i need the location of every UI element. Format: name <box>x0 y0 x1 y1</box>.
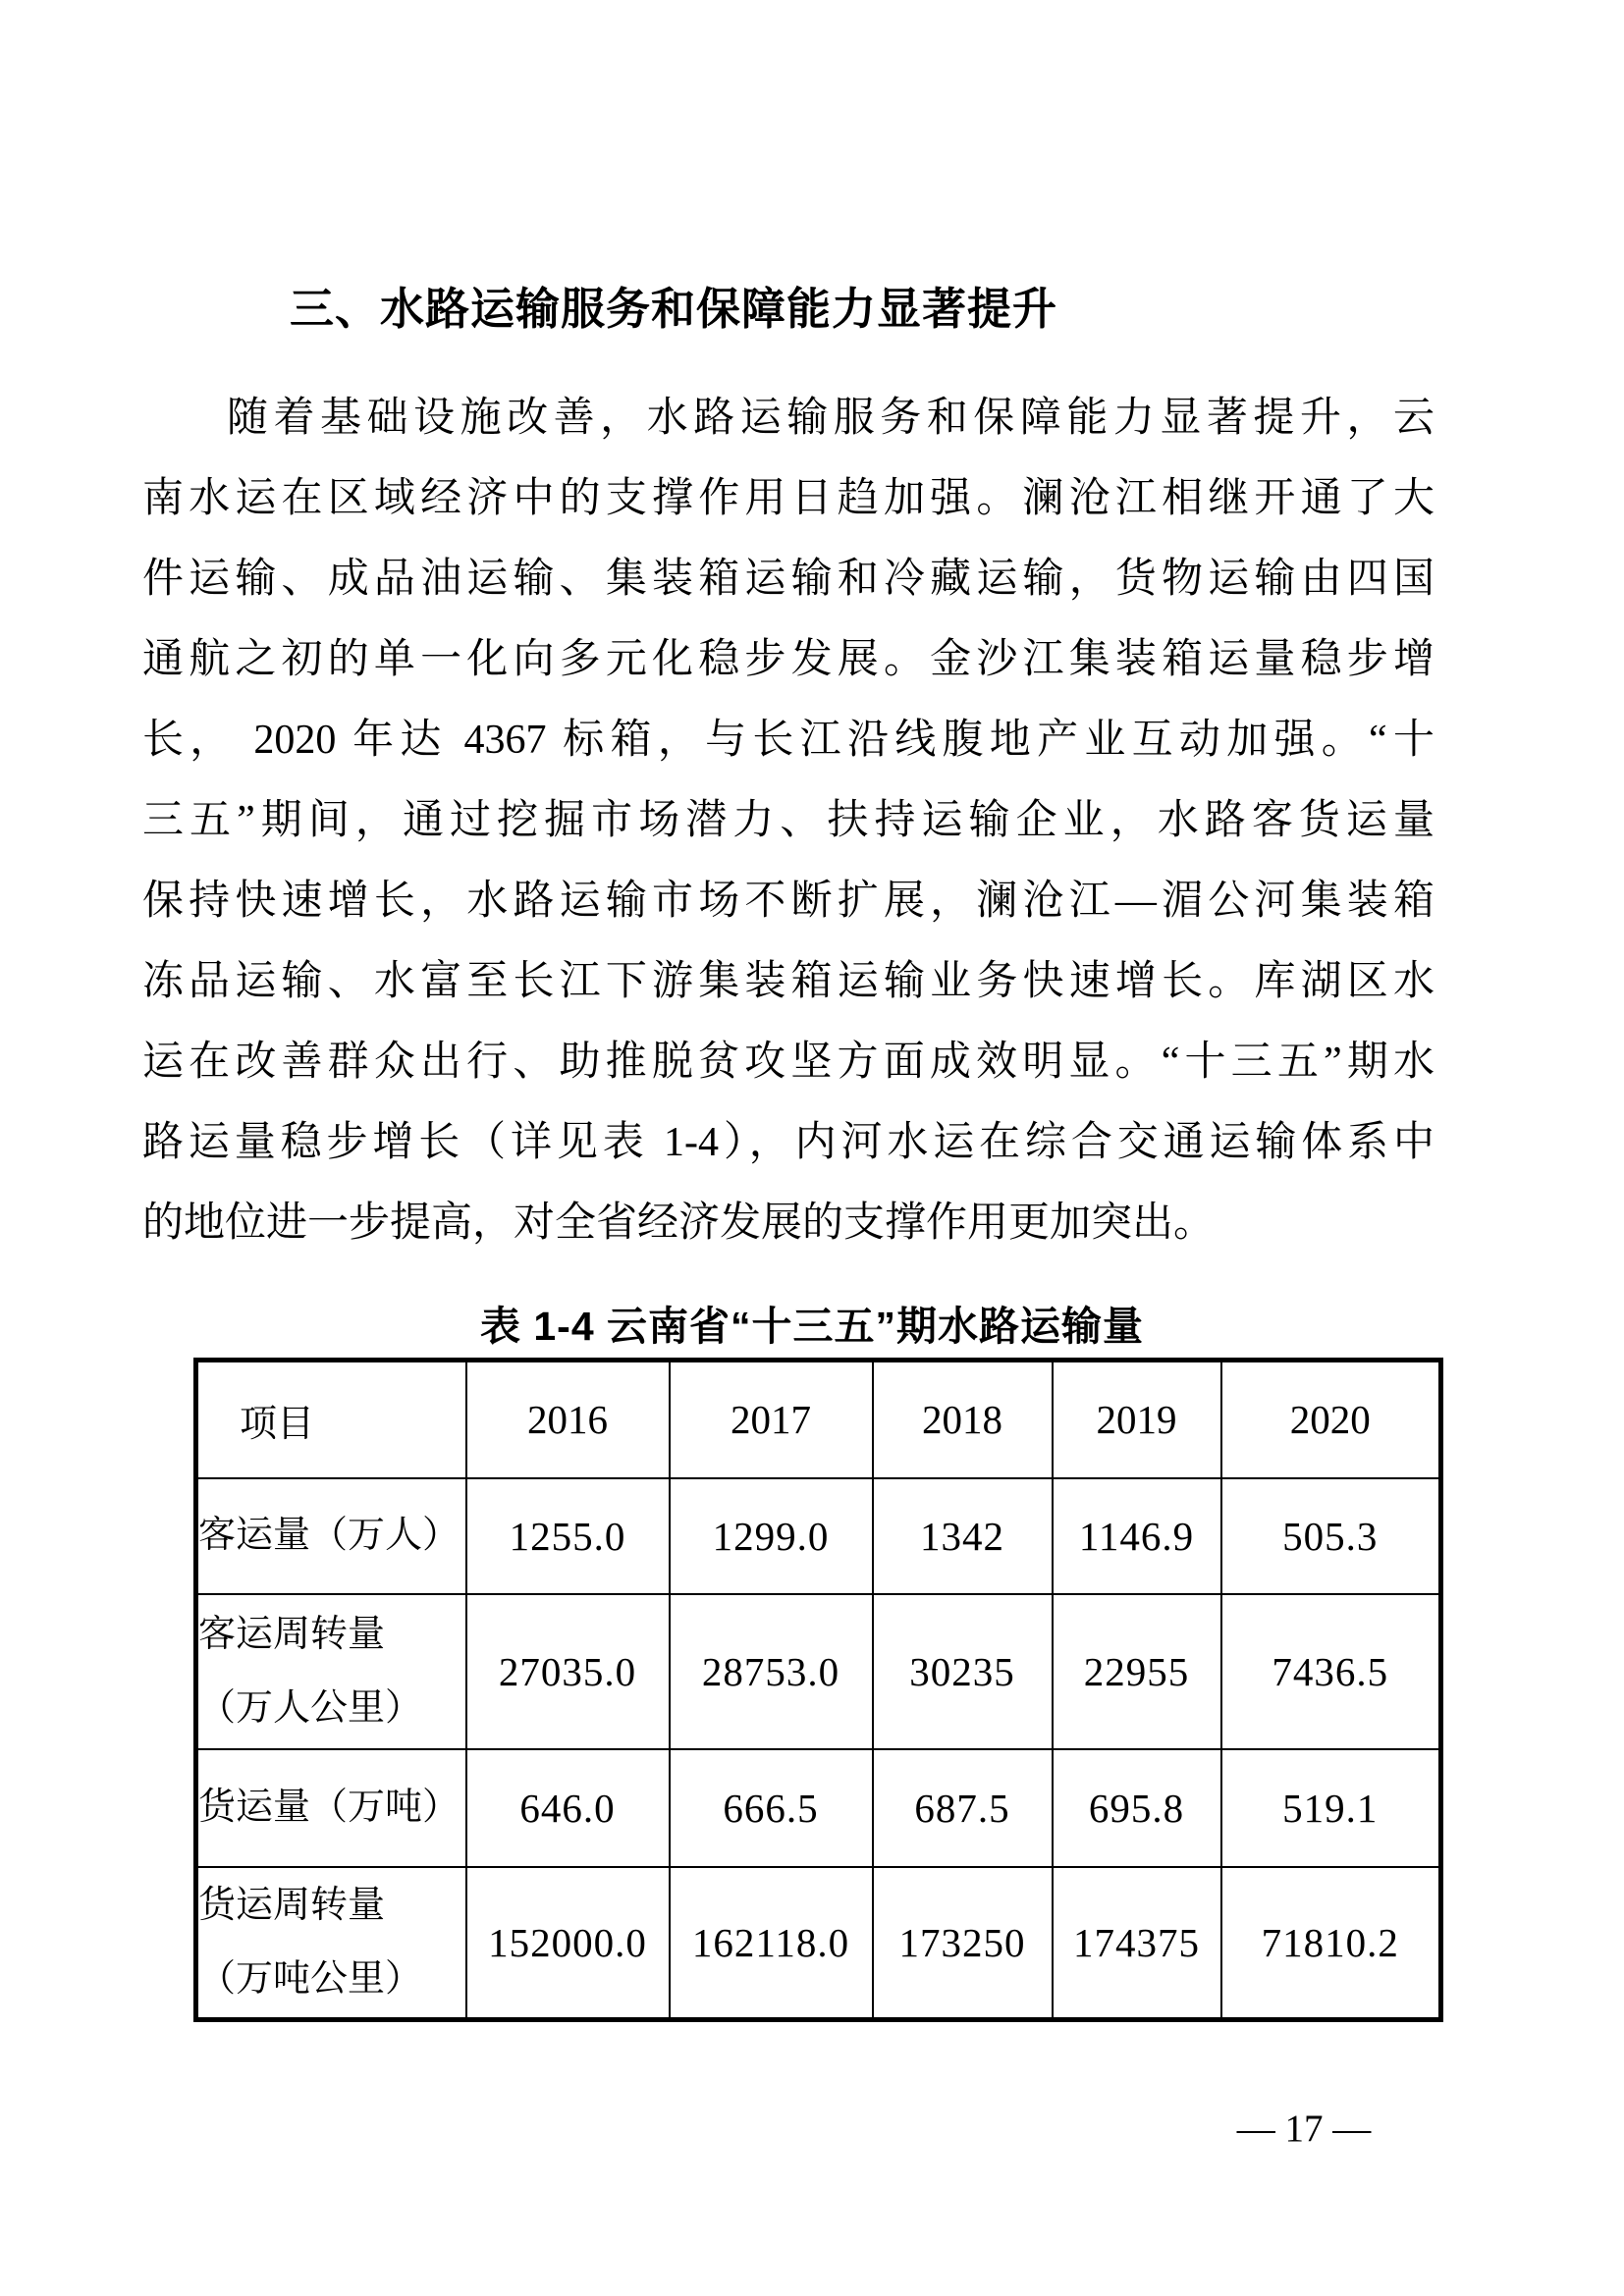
table-value: 1255.0 <box>466 1478 670 1594</box>
row-label <box>196 1594 466 1749</box>
paragraph-line: 冻品运输、水富至长江下游集装箱运输业务快速增长。库湖区水 <box>142 959 1435 1004</box>
row-label <box>196 1749 466 1867</box>
table-value: 173250 <box>873 1867 1053 2020</box>
paragraph-line: 路运量稳步增长（详见表 1-4），内河水运在综合交通运输体系中 <box>142 1120 1435 1165</box>
paragraph-line: 长， 2020 年达 4367 标箱，与长江沿线腹地产业互动加强。“十 <box>142 718 1435 763</box>
table-value: 646.0 <box>466 1749 670 1867</box>
table-title: 表 1-4 云南省“十三五”期水路运输量 <box>479 1304 1145 1349</box>
paragraph-line: 运在改善群众出行、助推脱贫攻坚方面成效明显。“十三五”期水 <box>142 1040 1435 1085</box>
table-value: 27035.0 <box>466 1594 670 1749</box>
table-value: 71810.2 <box>1221 1867 1441 2020</box>
table-value: 28753.0 <box>670 1594 873 1749</box>
paragraph-line: 随着基础设施改善，水路运输服务和保障能力显著提升，云 <box>227 396 1435 441</box>
table-value: 687.5 <box>873 1749 1053 1867</box>
column-header-year: 2016 <box>466 1361 670 1478</box>
row-label-line: 货运量（万吨） <box>198 1787 460 1828</box>
column-header-year: 2018 <box>873 1361 1053 1478</box>
table-value: 174375 <box>1053 1867 1221 2020</box>
table-value: 30235 <box>873 1594 1053 1749</box>
table-value: 152000.0 <box>466 1867 670 2020</box>
row-label-line: （万吨公里） <box>198 1957 423 2000</box>
table-body <box>196 1478 1441 2020</box>
section-heading: 三、水路运输服务和保障能力显著提升 <box>290 284 1058 334</box>
row-label <box>196 1867 466 2020</box>
row-label-line: （万人公里） <box>198 1686 423 1729</box>
column-header-year: 2020 <box>1221 1361 1441 1478</box>
table-value: 519.1 <box>1221 1749 1441 1867</box>
table-value: 1146.9 <box>1053 1478 1221 1594</box>
column-header-year: 2019 <box>1053 1361 1221 1478</box>
paragraph-line: 件运输、成品油运输、集装箱运输和冷藏运输，货物运输由四国 <box>142 557 1435 602</box>
table-row <box>196 1867 1441 2020</box>
paragraph-line: 的地位进一步提高，对全省经济发展的支撑作用更加突出。 <box>142 1201 1216 1246</box>
row-label <box>196 1478 466 1594</box>
table-value: 22955 <box>1053 1594 1221 1749</box>
transport-volume-table <box>193 1358 1443 2022</box>
table-value: 162118.0 <box>670 1867 873 2020</box>
paragraph-line: 三五”期间，通过挖掘市场潜力、扶持运输企业，水路客货运量 <box>142 798 1435 843</box>
table-value: 505.3 <box>1221 1478 1441 1594</box>
paragraph-line: 南水运在区域经济中的支撑作用日趋加强。澜沧江相继开通了大 <box>142 476 1435 521</box>
table-header-row <box>196 1361 1441 1478</box>
table-value: 1342 <box>873 1478 1053 1594</box>
table-row <box>196 1749 1441 1867</box>
table-value: 695.8 <box>1053 1749 1221 1867</box>
paragraph-line: 通航之初的单一化向多元化稳步发展。金沙江集装箱运量稳步增 <box>142 637 1435 682</box>
column-header-year: 2017 <box>670 1361 873 1478</box>
table-row <box>196 1594 1441 1749</box>
row-label-line: 货运周转量 <box>198 1884 386 1926</box>
table-row <box>196 1478 1441 1594</box>
table-value: 1299.0 <box>670 1478 873 1594</box>
row-label-line: 客运周转量 <box>198 1613 386 1655</box>
page-number: — 17 — <box>1236 2108 1372 2150</box>
row-label-line: 客运量（万人） <box>198 1515 460 1556</box>
table-value: 7436.5 <box>1221 1594 1441 1749</box>
body-paragraph <box>142 378 1435 1263</box>
table-value: 666.5 <box>670 1749 873 1867</box>
paragraph-line: 保持快速增长，水路运输市场不断扩展，澜沧江—湄公河集装箱 <box>142 879 1435 924</box>
column-header-item: 项目 <box>196 1361 466 1478</box>
